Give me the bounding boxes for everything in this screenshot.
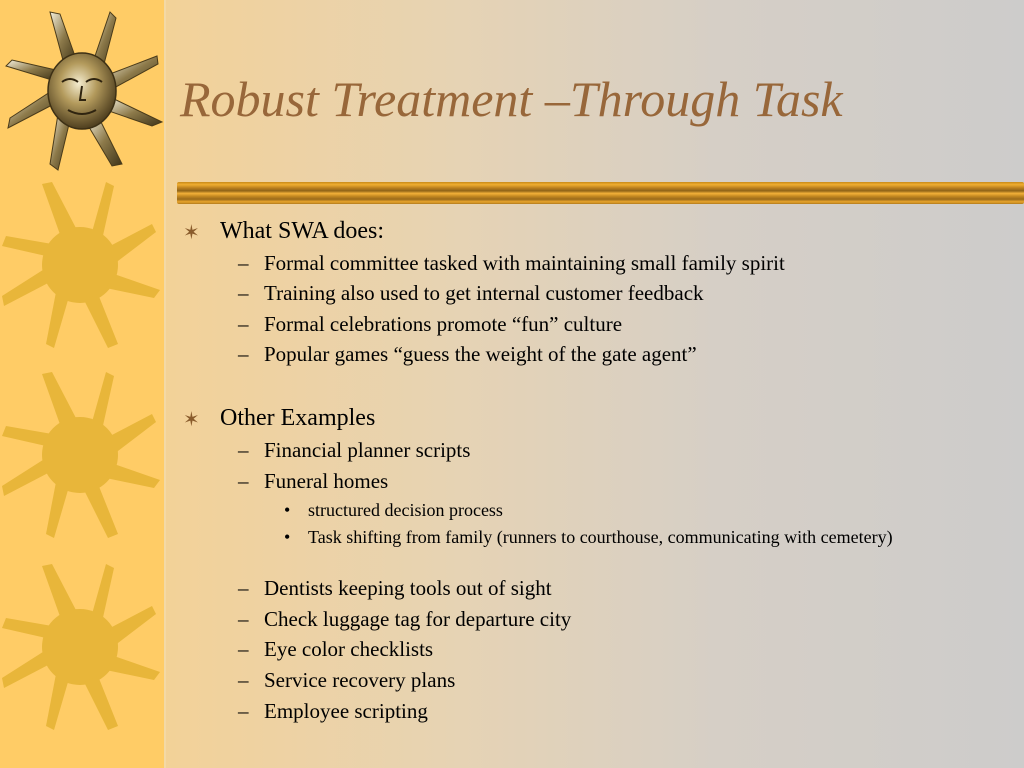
decorative-left-strip <box>0 0 164 768</box>
slide-title: Robust Treatment –Through Task <box>180 71 843 127</box>
dash-bullet-icon: – <box>238 281 249 305</box>
gold-rule-divider <box>177 182 1024 204</box>
dash-bullet-icon: – <box>238 469 249 493</box>
dash-bullet-icon: – <box>238 607 249 631</box>
star-bullet-icon: ✶ <box>183 222 200 244</box>
star-bullet-icon: ✶ <box>183 409 200 431</box>
sun-silhouette-icon <box>0 370 162 540</box>
strip-edge-divider <box>164 0 166 768</box>
dot-bullet-icon: • <box>284 500 291 520</box>
dash-bullet-icon: – <box>238 312 249 336</box>
sun-silhouette-icon <box>0 180 162 350</box>
bullet-label: What SWA does: <box>220 218 384 244</box>
slide: Robust Treatment –Through Task ✶ What SWA does: – Formal committee tasked with maintaining small family spirit – Training also used to get internal customer feedback – Formal celebrations promote “fun” culture – Popular games “guess the weight of the gate agent” ✶ Other Examples – Financial planner scripts – Funeral homes • structured decision process • Task shifting from family (runners to courthouse, communicating with cemetery) – Dentists keeping tools out of sight – Check luggage tag for departure city – Eye color checklists – Service recovery plans – Employee scripting <box>0 0 1024 768</box>
dash-bullet-icon: – <box>238 699 249 723</box>
dash-bullet-icon: – <box>238 438 249 462</box>
dash-bullet-icon: – <box>238 668 249 692</box>
metal-sun-face-icon <box>2 4 164 174</box>
bullet-label: Other Examples <box>220 405 376 431</box>
dash-bullet-icon: – <box>238 342 249 366</box>
dash-bullet-icon: – <box>238 637 249 661</box>
dash-bullet-icon: – <box>238 251 249 275</box>
sun-silhouette-icon <box>0 562 162 732</box>
dash-bullet-icon: – <box>238 576 249 600</box>
dot-bullet-icon: • <box>284 527 291 547</box>
